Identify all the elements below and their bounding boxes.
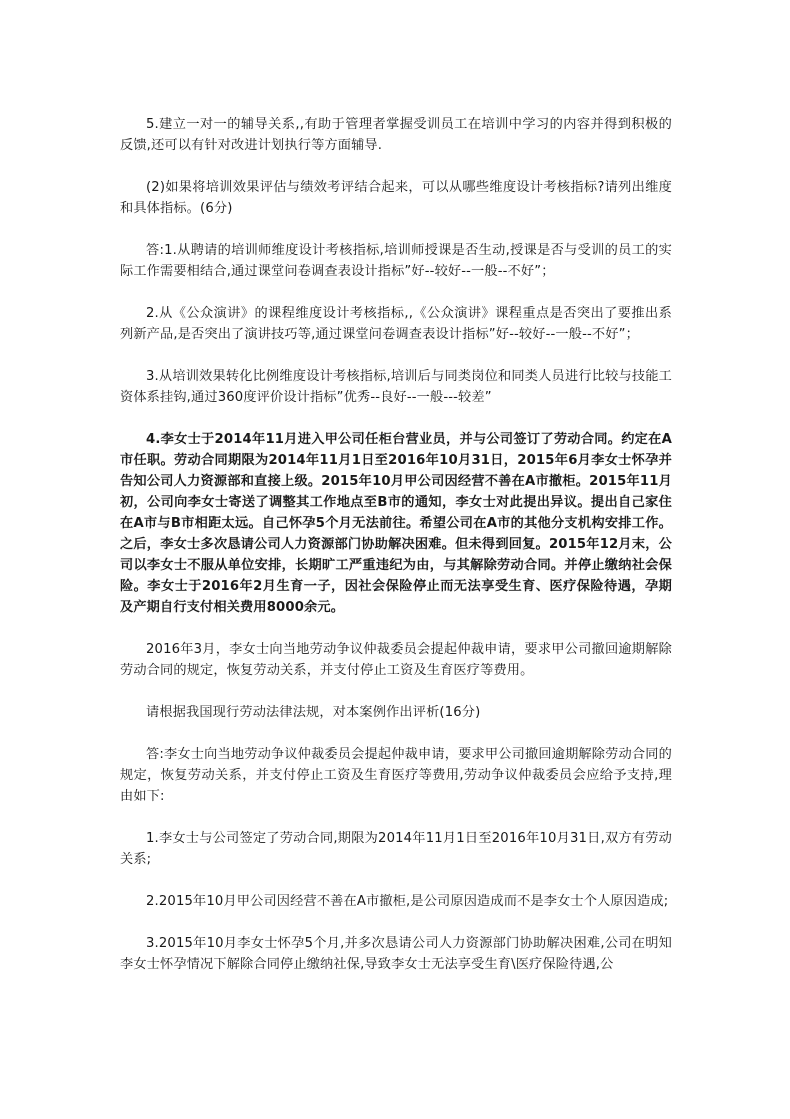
paragraph-course-dimension: 2.从《公众演讲》的课程维度设计考核指标,,《公众演讲》课程重点是否突出了要推出系列新产品,是否突出了演讲技巧等,通过课堂问卷调查表设计指标”好--较好--一般--不好”；: [120, 306, 672, 342]
paragraph-answer-trainer-dimension: 答:1.从聘请的培训师维度设计考核指标,培训师授课是否生动,授课是否与受训的员工的实际工作需要相结合,通过课堂问卷调查表设计指标”好--较好--一般--不好”；: [120, 243, 672, 279]
paragraph-guidance-relationship: 5.建立一对一的辅导关系,,有助于管理者掌握受训员工在培训中学习的内容并得到积极的反馈,还可以有针对改进计划执行等方面辅导.: [120, 117, 672, 153]
document-body: [120, 114, 672, 996]
paragraph-reason-3: 3.2015年10月李女士怀孕5个月,并多次恳请公司人力资源部门协助解决困难,公司在明知李女士怀孕情况下解除合同停止缴纳社保,导致李女士无法享受生育\医疗保险待遇,公: [120, 936, 672, 972]
paragraph-question-2: (2)如果将培训效果评估与绩效考评结合起来，可以从哪些维度设计考核指标?请列出维度和具体指标。(6分): [120, 180, 672, 216]
paragraph-transfer-dimension: 3.从培训效果转化比例维度设计考核指标,培训后与同类岗位和同类人员进行比较与技能工资体系挂钩,通过360度评价设计指标”优秀--良好--一般---较差”: [120, 369, 672, 405]
paragraph-case-question: 请根据我国现行劳动法律法规，对本案例作出评析(16分): [146, 705, 481, 720]
paragraph-case-answer: 答:李女士向当地劳动争议仲裁委员会提起仲裁申请，要求甲公司撤回逾期解除劳动合同的规定，恢复劳动关系，并支付停止工资及生育医疗等费用,劳动争议仲裁委员会应给予支持,理由如下:: [120, 747, 672, 804]
paragraph-case-description: 4.李女士于2014年11月进入甲公司任柜台营业员，并与公司签订了劳动合同。约定在A市任职。劳动合同期限为2014年11月1日至2016年10月31日，2015年6月李女士怀孕并告知公司人力资源部和直接上级。2015年10月甲公司因经营不善在A市撤柜。2015年11月初，公司向李女士寄送了调整其工作地点至B市的通知，李女士对此提出异议。提出自己家住在A市与B市相距太远。自己怀孕5个月无法前往。希望公司在A市的其他分支机构安排工作。之后，李女士多次恳请公司人力资源部门协助解决困难。但未得到回复。2015年12月末，公司以李女士不服从单位安排，长期旷工严重违纪为由，与其解除劳动合同。并停止缴纳社会保险。李女士于2016年2月生育一子，因社会保险停止而无法享受生育、医疗保险待遇，孕期及产期自行支付相关费用8000余元。: [120, 432, 672, 615]
paragraph-reason-1: 1.李女士与公司签定了劳动合同,期限为2014年11月1日至2016年10月31日,双方有劳动关系;: [120, 831, 672, 867]
paragraph-reason-2: 2.2015年10月甲公司因经营不善在A市撤柜,是公司原因造成而不是李女士个人原因造成;: [146, 894, 669, 909]
paragraph-arbitration-application: 2016年3月，李女士向当地劳动争议仲裁委员会提起仲裁申请，要求甲公司撤回逾期解除劳动合同的规定，恢复劳动关系，并支付停止工资及生育医疗等费用。: [120, 642, 672, 678]
